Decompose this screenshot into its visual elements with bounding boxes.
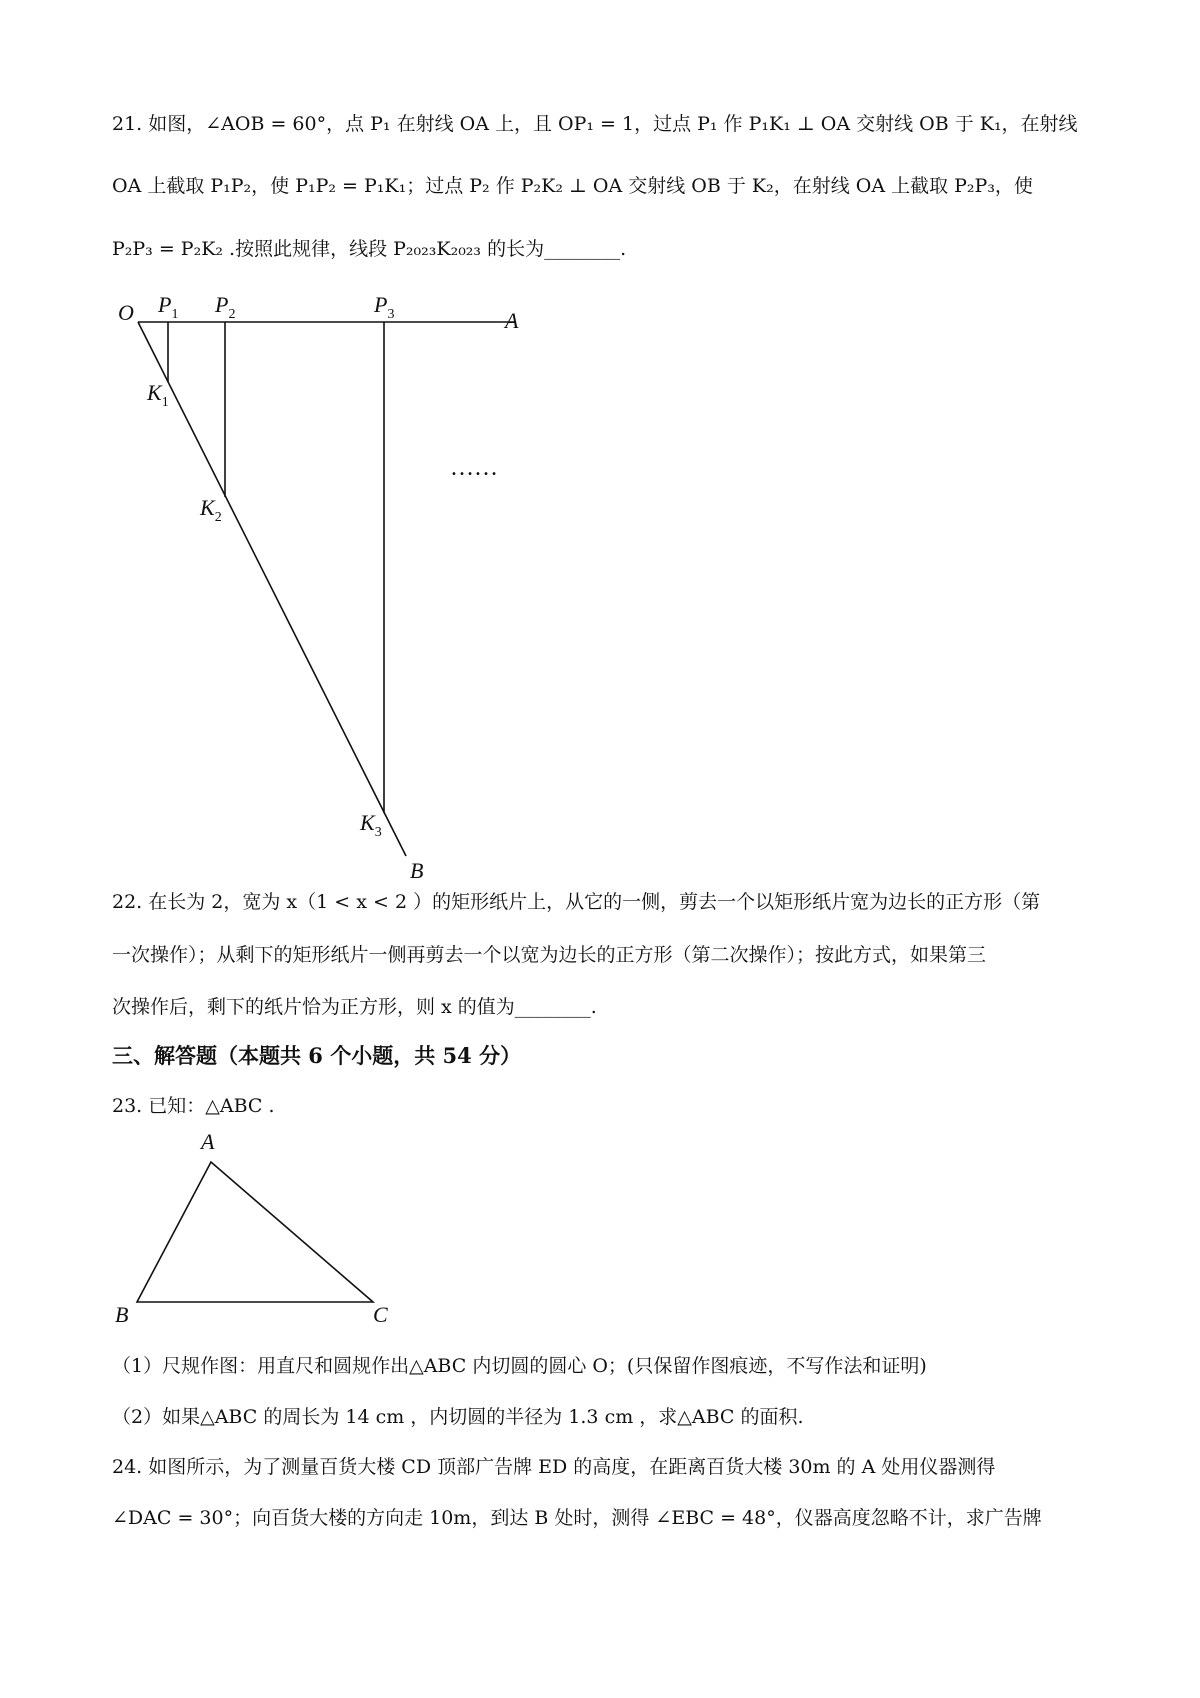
label-c: C (373, 1302, 388, 1325)
label-a: A (505, 308, 519, 333)
figure-21-rays (100, 290, 530, 880)
q22-line-1: 22. 在长为 2，宽为 x（1 < x < 2 ）的矩形纸片上，从它的一侧，剪去一个以矩形纸片宽为边长的正方形（第 (112, 891, 1041, 913)
q23-sub-2: （2）如果△ABC 的周长为 14 cm ，内切圆的半径为 1.3 cm ，求△ABC 的面积. (112, 1406, 804, 1428)
figure-23-triangle (105, 1125, 405, 1325)
label-a: A (201, 1129, 215, 1154)
label-o: O (118, 300, 134, 325)
q23-sub-1: （1）尺规作图：用直尺和圆规作出△ABC 内切圆的圆心 O；(只保留作图痕迹，不写作法和证明) (112, 1355, 927, 1377)
label-k3: $K_3$ (360, 810, 382, 840)
label-p3: $P_3$ (374, 292, 395, 322)
q21-line-3: P₂P₃ = P₂K₂ .按照此规律，线段 P₂₀₂₃K₂₀₂₃ 的长为________. (112, 238, 627, 260)
label-b: B (115, 1302, 129, 1325)
triangle-abc (137, 1162, 373, 1302)
q22-line-3: 次操作后，剩下的纸片恰为正方形，则 x 的值为________. (112, 996, 597, 1018)
label-k2: $K_2$ (200, 495, 222, 525)
q22-line-2: 一次操作）；从剩下的矩形纸片一侧再剪去一个以宽为边长的正方形（第二次操作）；按此方式，如果第三 (112, 944, 987, 966)
section-3-title: 三、解答题（本题共 6 个小题，共 54 分） (112, 1043, 522, 1068)
label-p1: $P_1$ (158, 292, 179, 322)
label-k1: $K_1$ (147, 380, 169, 410)
ellipsis-dots: …… (450, 455, 498, 481)
label-p2: $P_2$ (215, 292, 236, 322)
q23-line-1: 23. 已知：△ABC . (112, 1095, 275, 1117)
q21-line-1: 21. 如图，∠AOB = 60°，点 P₁ 在射线 OA 上，且 OP₁ = 1，过点 P₁ 作 P₁K₁ ⊥ OA 交射线 OB 于 K₁，在射线 (112, 113, 1078, 135)
q24-line-2: ∠DAC = 30°；向百货大楼的方向走 10m，到达 B 处时，测得 ∠EBC = 48°，仪器高度忽略不计，求广告牌 (112, 1507, 1042, 1529)
label-b: B (410, 858, 424, 880)
q21-line-2: OA 上截取 P₁P₂，使 P₁P₂ = P₁K₁；过点 P₂ 作 P₂K₂ ⊥ OA 交射线 OB 于 K₂，在射线 OA 上截取 P₂P₃，使 (112, 175, 1033, 197)
ray-ob (138, 322, 406, 856)
q24-line-1: 24. 如图所示，为了测量百货大楼 CD 顶部广告牌 ED 的高度，在距离百货大楼 30m 的 A 处用仪器测得 (112, 1456, 996, 1478)
